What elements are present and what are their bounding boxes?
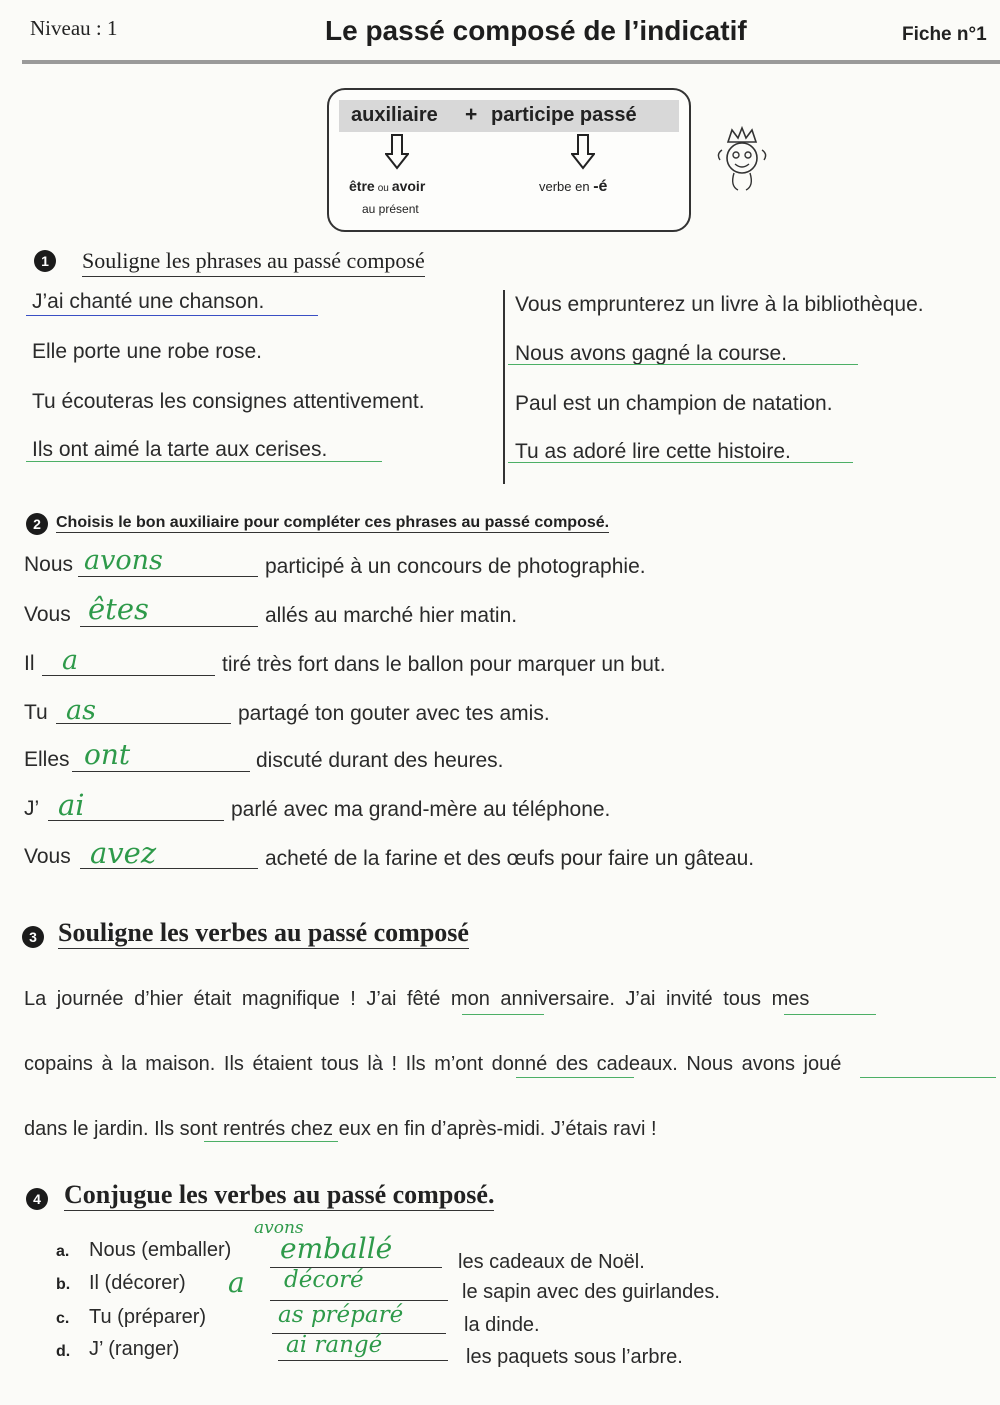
exercise1-column-divider [503,290,505,484]
down-arrow-icon [571,134,595,170]
exercise2-rest: participé à un concours de photographie. [265,555,646,578]
rule-formula-pp: participe passé [491,104,637,126]
exercise4-letter: d. [56,1343,71,1360]
level-label: Niveau : 1 [30,16,118,40]
exercise1-left-1: J’ai chanté une chanson. [32,290,265,313]
exercise2-subject: Vous [24,845,71,868]
exercise3-instruction: Souligne les verbes au passé composé [58,918,469,947]
exercise2-rest: parlé avec ma grand-mère au téléphone. [231,798,611,821]
handwritten-answer: as préparé [278,1302,404,1328]
exercise3-line-1: La journée d’hier était magnifique ! J’ai fêté mon anniversaire. J’ai invité tous mes [24,988,810,1010]
handwritten-answer: ai rangé [286,1332,383,1358]
handwritten-underline [26,461,382,462]
rule-box [327,88,691,232]
exercise3-line-3: dans le jardin. Ils sont rentrés chez eux en fin d’après-midi. J’étais ravi ! [24,1118,657,1140]
exercise2-number: 2 [26,513,48,535]
exercise4-prompt: Il (décorer) [89,1272,186,1294]
exercise4-rest: les paquets sous l’arbre. [466,1346,683,1368]
exercise4-rest: les cadeaux de Noël. [458,1251,645,1273]
answer-blank[interactable] [78,576,258,577]
exercise1-right-2: Nous avons gagné la course. [515,342,788,365]
exercise2-rest: partagé ton gouter avec tes amis. [238,702,550,725]
exercise1-instruction: Souligne les phrases au passé composé [82,248,425,277]
exercise4-prompt: J’ (ranger) [89,1338,180,1360]
exercise2-rest: tiré très fort dans le ballon pour marquer un but. [222,653,666,676]
rule-formula-aux: auxiliaire [351,104,438,126]
exercise4-letter: a. [56,1243,70,1260]
exercise4-number: 4 [26,1188,48,1210]
header-divider [22,60,1000,64]
handwritten-answer: ai [58,788,85,822]
aux-note-present: au présent [362,202,419,216]
handwritten-answer: êtes [88,592,149,626]
exercise4-prompt: Nous (emballer) [89,1239,232,1261]
handwritten-answer: décoré [284,1267,364,1293]
exercise2-subject: Nous [24,553,74,576]
exercise2-subject: Il [24,652,35,675]
exercise1-left-4: Ils ont aimé la tarte aux cerises. [32,438,328,461]
pp-note-text: verbe en [539,179,590,194]
answer-blank[interactable] [72,771,250,772]
exercise4-rest: la dinde. [464,1314,540,1336]
aux-note-avoir: avoir [391,178,426,194]
answer-blank[interactable] [80,626,258,627]
aux-note-etre: être [349,178,375,194]
answer-blank[interactable] [270,1300,448,1301]
handwritten-underline [508,364,858,365]
handwritten-underline [860,1077,996,1078]
exercise1-right-1: Vous emprunterez un livre à la bibliothèque. [515,293,924,316]
handwritten-underline [784,1014,876,1015]
handwritten-underline [508,462,853,463]
exercise2-instruction: Choisis le bon auxiliaire pour compléter ces phrases au passé composé. [56,514,610,531]
handwritten-underline [26,315,318,316]
exercise1-number: 1 [34,250,56,272]
handwritten-answer: emballé [280,1232,393,1265]
exercise4-letter: c. [56,1310,70,1327]
exercise1-right-3: Paul est un champion de natation. [515,392,833,415]
exercise3-number: 3 [22,926,44,948]
exercise1-left-3: Tu écouteras les consignes attentivement. [32,390,425,413]
exercise3-line-2: copains à la maison. Ils étaient tous là ! Ils m’ont donné des cadeaux. Nous avons joué [24,1053,842,1075]
exercise1-right-4: Tu as adoré lire cette histoire. [515,440,791,463]
exercise4-rest: le sapin avec des guirlandes. [462,1281,720,1303]
pp-note-ending: -é [593,178,608,195]
answer-blank[interactable] [278,1360,448,1361]
exercise2-subject: Tu [24,701,48,724]
handwritten-underline [204,1141,338,1142]
aux-note [349,178,425,194]
exercise4-letter: b. [56,1276,71,1293]
exercise2-subject: Vous [24,603,71,626]
handwritten-answer: a [62,645,79,676]
handwritten-above: avons [254,1218,304,1238]
exercise4-instruction: Conjugue les verbes au passé composé. [64,1180,495,1209]
handwritten-pre: a [228,1266,245,1299]
crowned-mascot-icon [710,124,774,196]
exercise2-rest: allés au marché hier matin. [265,604,518,627]
handwritten-answer: avons [84,545,163,576]
handwritten-answer: as [66,695,96,726]
down-arrow-icon [385,134,409,170]
exercise2-subject: J’ [24,797,40,820]
rule-formula-plus: + [465,103,478,126]
aux-note-ou: ou [377,183,389,194]
exercise2-subject: Elles [24,748,70,771]
exercise4-prompt: Tu (préparer) [89,1306,207,1328]
exercise2-rest: acheté de la farine et des œufs pour faire un gâteau. [265,847,755,870]
exercise1-left-2: Elle porte une robe rose. [32,340,262,363]
exercise2-rest: discuté durant des heures. [256,749,504,772]
handwritten-underline [462,1014,544,1015]
sheet-number: Fiche n°1 [902,24,987,45]
handwritten-underline [516,1077,634,1078]
page-title: Le passé composé de l’indicatif [325,15,747,46]
pp-note [539,178,607,196]
handwritten-answer: ont [84,738,131,771]
handwritten-answer: avez [90,836,157,870]
